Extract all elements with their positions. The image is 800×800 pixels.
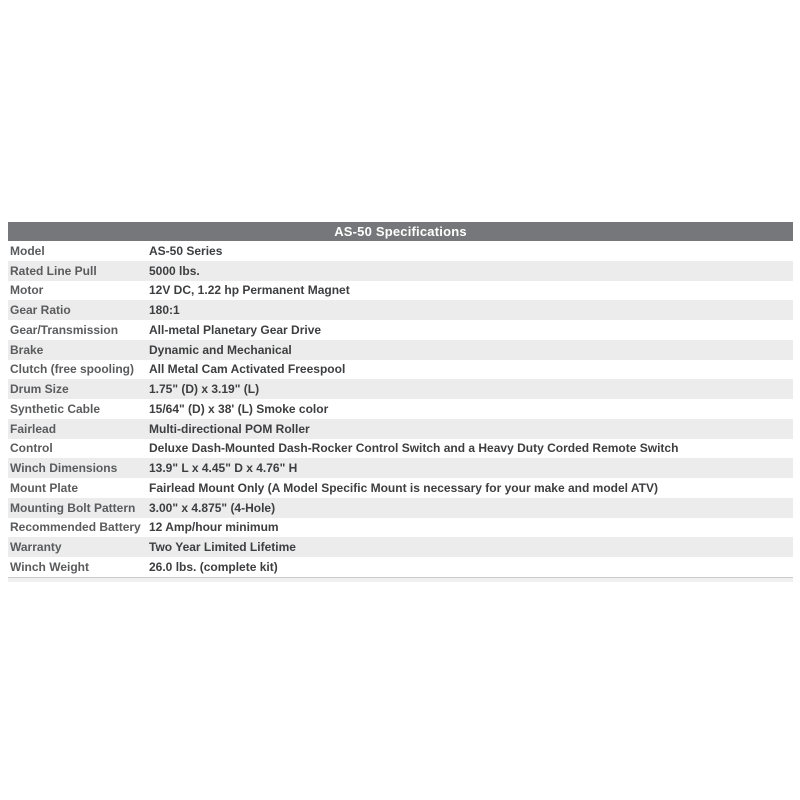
spec-value-cell: All Metal Cam Activated Freespool	[149, 362, 346, 377]
table-body	[8, 241, 793, 577]
spec-value-cell: Deluxe Dash-Mounted Dash-Rocker Control Switch and a Heavy Duty Corded Remote Switch	[149, 441, 679, 456]
spec-label-cell: Warranty	[10, 540, 62, 555]
table-row	[8, 379, 793, 399]
table-row	[8, 300, 793, 320]
spec-value-cell: All-metal Planetary Gear Drive	[149, 322, 322, 337]
table-row	[8, 518, 793, 538]
table-row	[8, 498, 793, 518]
spec-value-cell: 26.0 lbs. (complete kit)	[149, 559, 278, 574]
spec-label-cell: Clutch (free spooling)	[10, 362, 134, 377]
spec-label-cell: Mounting Bolt Pattern	[10, 500, 136, 515]
table-title: AS-50 Specifications	[8, 222, 793, 241]
table-footer-strip	[8, 577, 793, 582]
spec-label-cell: Synthetic Cable	[10, 401, 101, 416]
spec-label-cell: Rated Line Pull	[10, 263, 97, 278]
spec-value-cell: 13.9" L x 4.45" D x 4.76" H	[149, 461, 298, 476]
spec-label-cell: Winch Dimensions	[10, 461, 118, 476]
spec-value-cell: Two Year Limited Lifetime	[149, 540, 296, 555]
spec-label-cell: Recommended Battery	[10, 520, 141, 535]
spec-value-cell: Fairlead Mount Only (A Model Specific Mount is necessary for your make and model ATV)	[149, 480, 658, 495]
table-row	[8, 537, 793, 557]
spec-value-cell: 12 Amp/hour minimum	[149, 520, 279, 535]
spec-label-cell: Motor	[10, 283, 44, 298]
spec-value-cell: 180:1	[149, 303, 180, 318]
spec-label-cell: Control	[10, 441, 53, 456]
table-row	[8, 439, 793, 459]
table-row	[8, 320, 793, 340]
table-row	[8, 419, 793, 439]
specifications-table	[8, 222, 793, 582]
table-row	[8, 399, 793, 419]
spec-value-cell: 5000 lbs.	[149, 263, 200, 278]
spec-value-cell: 12V DC, 1.22 hp Permanent Magnet	[149, 283, 350, 298]
table-row	[8, 261, 793, 281]
table-row	[8, 281, 793, 301]
spec-value-cell: Multi-directional POM Roller	[149, 421, 310, 436]
table-row	[8, 241, 793, 261]
spec-label-cell: Gear Ratio	[10, 303, 71, 318]
table-row	[8, 458, 793, 478]
spec-value-cell: 15/64" (D) x 38' (L) Smoke color	[149, 401, 329, 416]
table-row	[8, 360, 793, 380]
spec-label-cell: Winch Weight	[10, 559, 89, 574]
spec-label-cell: Gear/Transmission	[10, 322, 119, 337]
spec-label-cell: Model	[10, 243, 45, 258]
table-row	[8, 557, 793, 577]
spec-value-cell: Dynamic and Mechanical	[149, 342, 292, 357]
spec-value-cell: AS-50 Series	[149, 243, 223, 258]
table-row	[8, 340, 793, 360]
spec-value-cell: 1.75" (D) x 3.19" (L)	[149, 382, 260, 397]
spec-value-cell: 3.00" x 4.875" (4-Hole)	[149, 500, 276, 515]
table-row	[8, 478, 793, 498]
spec-label-cell: Mount Plate	[10, 480, 78, 495]
spec-label-cell: Brake	[10, 342, 44, 357]
spec-label-cell: Drum Size	[10, 382, 69, 397]
spec-label-cell: Fairlead	[10, 421, 57, 436]
